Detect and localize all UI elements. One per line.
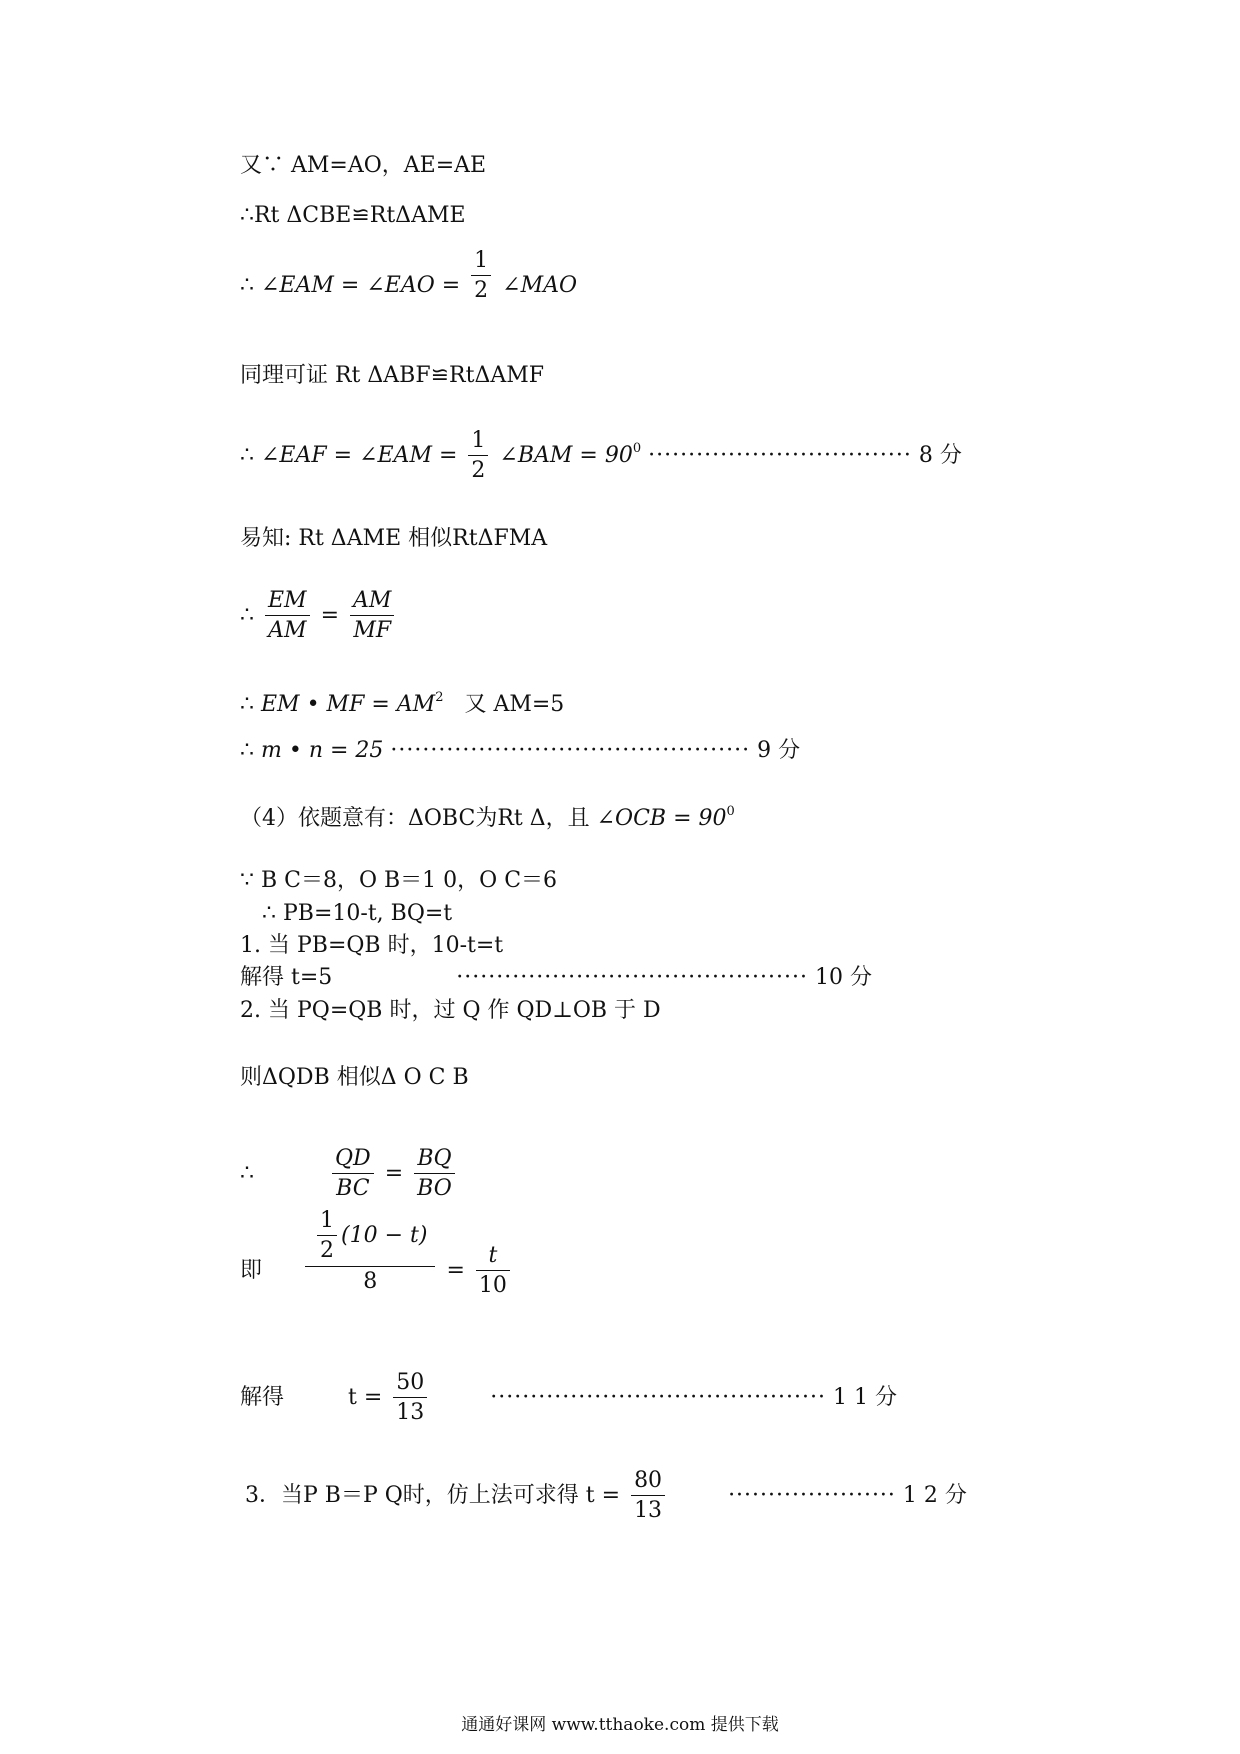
line-18: [240, 1207, 514, 1298]
leader-dots: ··········································: [490, 1385, 827, 1410]
fraction: [350, 590, 394, 642]
equation-text: ∠OCB = 90: [596, 806, 727, 831]
therefore-symbol: ∴: [240, 692, 254, 717]
therefore-symbol: ∴: [240, 603, 254, 628]
line-20: [245, 1470, 967, 1522]
numerator: QD: [332, 1148, 374, 1174]
denominator: BO: [417, 1176, 452, 1201]
score-label: 10 分: [814, 965, 872, 990]
equation-text: 解得: [240, 1385, 285, 1410]
line-14: [240, 967, 872, 989]
equation-text: 解得 t=5: [240, 965, 333, 990]
equation-text: 3．当P B＝P Q时，仿上法可求得 t =: [245, 1483, 621, 1508]
line-16: 则ΔQDB 相似Δ O C B: [240, 1065, 469, 1090]
compound-fraction: [305, 1207, 435, 1294]
equation-text: t =: [348, 1385, 383, 1410]
line-15: 2. 当 PQ=QB 时，过 Q 作 QD⊥OB 于 D: [240, 998, 661, 1023]
numerator: 1: [317, 1210, 337, 1236]
denominator: 2: [474, 278, 489, 303]
equation-text: EM • MF = AM: [261, 692, 436, 717]
line-19: [240, 1372, 897, 1424]
score-label: 8 分: [918, 443, 962, 468]
therefore-symbol: ∴: [240, 273, 254, 298]
leader-dots: ·································: [648, 443, 912, 468]
denominator: 2: [320, 1237, 335, 1263]
line-13: 1. 当 PB=QB 时，10-t=t: [240, 933, 504, 958]
equals-sign: =: [446, 1258, 465, 1283]
therefore-symbol: ∴: [240, 443, 254, 468]
inner-fraction: [317, 1207, 337, 1263]
denominator: 8: [363, 1268, 378, 1294]
line-5: [240, 430, 962, 482]
fraction: [265, 590, 310, 642]
equation-text: 又 AM=5: [464, 692, 565, 717]
denominator: AM: [268, 618, 307, 643]
denominator: MF: [353, 618, 392, 643]
line-11: ∵ B C＝8，O B＝1 0，O C＝6: [240, 868, 558, 893]
numerator: 50: [393, 1372, 427, 1398]
numerator: t: [476, 1245, 510, 1271]
therefore-symbol: ∴: [240, 738, 254, 763]
denominator: 2: [471, 458, 486, 483]
line-4: 同理可证 Rt ΔABF≌RtΔAMF: [240, 363, 545, 388]
line-17: [240, 1148, 459, 1200]
equation-text: （4）依题意有：ΔOBC为Rt Δ，且: [240, 806, 590, 831]
leader-dots: ············································: [456, 965, 808, 990]
numerator: EM: [265, 590, 310, 616]
numerator: 1: [468, 430, 488, 456]
equation-text: ∠MAO: [502, 273, 578, 298]
equals-sign: =: [384, 1161, 404, 1186]
line-10: [240, 804, 735, 831]
equation-text: ∠EAF = ∠EAM =: [261, 443, 458, 468]
line-9: [240, 740, 800, 762]
fraction: [468, 430, 488, 482]
superscript: 0: [726, 804, 735, 819]
equation-text: ∠BAM = 90: [499, 443, 633, 468]
fraction: [332, 1148, 374, 1200]
fraction: [476, 1245, 510, 1297]
therefore-symbol: ∴: [240, 1161, 254, 1186]
fraction: [414, 1148, 455, 1200]
equation-text: (10 − t): [341, 1222, 428, 1248]
numerator: AM: [350, 590, 394, 616]
superscript: 0: [632, 441, 642, 456]
compound-numerator: [305, 1207, 435, 1267]
fraction: [471, 250, 491, 302]
denominator: 10: [478, 1273, 507, 1298]
numerator: 80: [631, 1470, 665, 1496]
line-3: [240, 248, 578, 303]
denominator: 13: [634, 1498, 663, 1523]
line-8: [240, 690, 565, 717]
equation-text: m • n = 25: [261, 738, 384, 763]
denominator: BC: [336, 1176, 370, 1201]
line-7: [240, 590, 398, 642]
leader-dots: ·············································: [390, 738, 751, 763]
numerator: 1: [471, 250, 491, 276]
namely-label: 即: [240, 1258, 263, 1283]
superscript: 2: [435, 690, 444, 705]
line-2: ∴Rt ΔCBE≌RtΔAME: [240, 203, 466, 228]
fraction: [393, 1372, 427, 1424]
score-label: 9 分: [757, 738, 801, 763]
equation-text: ∠EAM = ∠EAO =: [261, 273, 461, 298]
denominator: 13: [396, 1400, 425, 1425]
line-6: 易知: Rt ΔAME 相似RtΔFMA: [240, 526, 548, 551]
page-footer: 通通好课网 www.tthaoke.com 提供下载: [461, 1715, 779, 1735]
score-label: 1 1 分: [833, 1385, 897, 1410]
equals-sign: =: [320, 603, 340, 628]
numerator: BQ: [414, 1148, 455, 1174]
leader-dots: ·····················: [728, 1483, 896, 1508]
line-1: 又∵ AM=AO，AE=AE: [240, 153, 487, 178]
fraction: [631, 1470, 665, 1522]
line-12: ∴ PB=10-t, BQ=t: [262, 901, 453, 926]
score-label: 1 2 分: [902, 1483, 967, 1508]
